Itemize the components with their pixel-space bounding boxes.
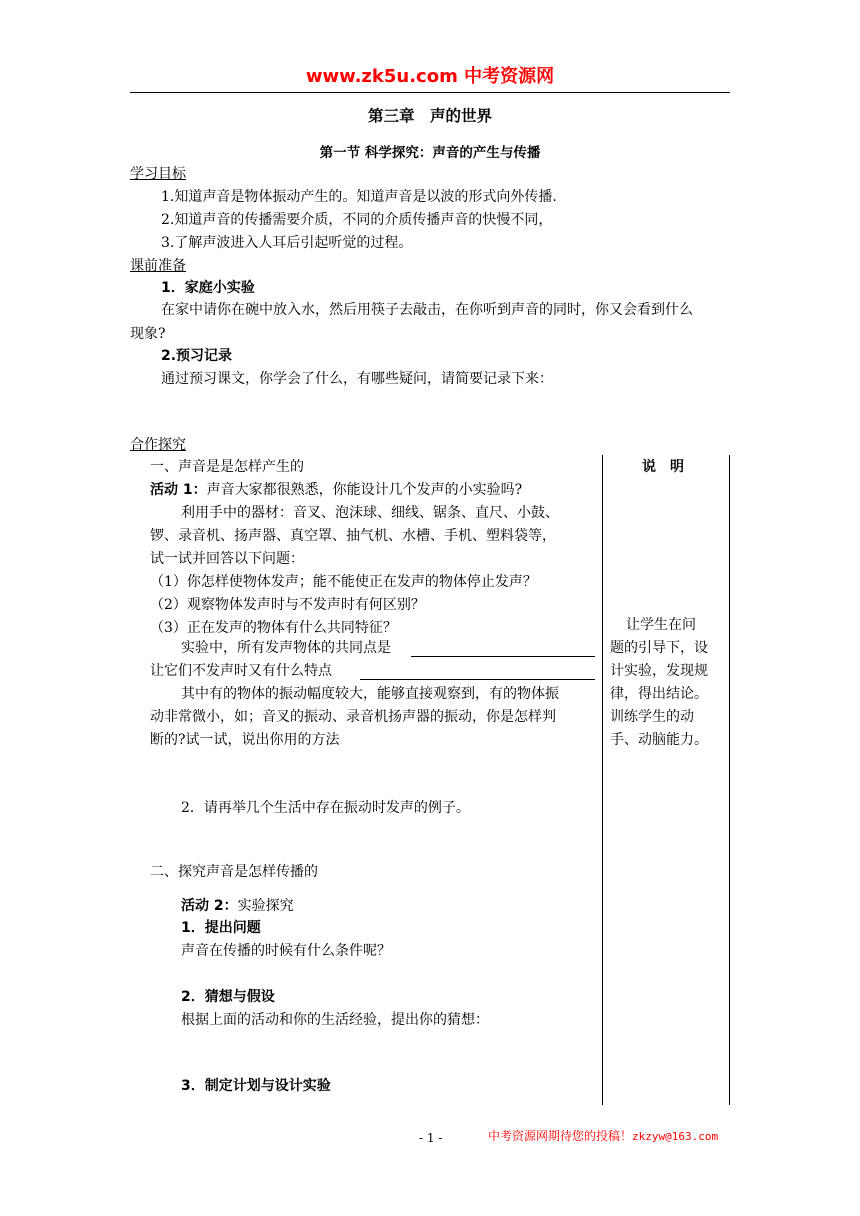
step3-title: 3．制定计划与设计实验 (181, 1078, 331, 1094)
fill-in-prompt-2: 让它们不发声时又有什么特点 (150, 663, 332, 679)
side-note-line-3: 计实验，发现规 (610, 663, 708, 679)
activity1-line (150, 482, 522, 499)
footer-note (488, 1129, 718, 1143)
preview-record-title: 2.预习记录 (161, 348, 233, 364)
fill-in-prompt-1: 实验中，所有发声物体的共同点是 (181, 640, 391, 656)
footer-note-text: 中考资源网期待您的投稿！ (488, 1129, 633, 1143)
prep-heading: 课前准备 (130, 258, 186, 274)
section-title: 第一节 科学探究：声音的产生与传播 (319, 145, 541, 161)
paragraph-line-1: 其中有的物体的振动幅度较大，能够直接观察到，有的物体振 (181, 686, 559, 702)
materials-line-3: 试一试并回答以下问题： (150, 551, 304, 567)
activity2-line (181, 898, 294, 915)
page-number: - 1 - (419, 1131, 443, 1145)
activity2-label: 活动 2： (181, 898, 238, 914)
note-column-header: 说 明 (642, 459, 684, 475)
step2-text: 根据上面的活动和你的生活经验，提出你的猜想： (181, 1012, 489, 1028)
step1-text: 声音在传播的时候有什么条件呢？ (181, 943, 391, 959)
fill-in-blank-2[interactable] (360, 679, 595, 680)
goal-item-1: 1.知道声音是物体振动产生的。知道声音是以波的形式向外传播. (161, 189, 557, 205)
question-3: （3）正在发声的物体有什么共同特征？ (150, 620, 397, 636)
side-note-line-6: 手、动脑能力。 (610, 732, 708, 748)
preview-record-text: 通过预习课文，你学会了什么，有哪些疑问，请简要记录下来： (161, 371, 553, 387)
question-2: （2）观察物体发声时与不发声时有何区别？ (150, 597, 425, 613)
side-note-line-1: 让学生在问 (626, 617, 696, 633)
table-divider-right (729, 455, 730, 1105)
paragraph-line-2: 动非常微小，如；音叉的振动、录音机扬声器的振动，你是怎样判 (150, 709, 556, 725)
activity1-label: 活动 1： (150, 482, 207, 498)
coop-heading: 合作探究 (130, 437, 186, 453)
side-note-line-4: 律，得出结论。 (610, 686, 708, 702)
example-question: 2．请再举几个生活中存在振动时发声的例子。 (181, 800, 470, 816)
fill-in-blank-1[interactable] (411, 656, 595, 657)
part1-title: 一、声音是是怎样产生的 (150, 459, 304, 475)
paragraph-line-3: 断的?试一试，说出你用的方法 (150, 732, 340, 748)
chapter-title: 第三章 声的世界 (367, 107, 492, 125)
table-divider-middle (602, 455, 603, 1105)
footer-email: zkzyw@163.com (632, 1130, 719, 1143)
step2-title: 2．猜想与假设 (181, 989, 275, 1005)
site-header: www.zk5u.com 中考资源网 (305, 66, 555, 87)
header-rule (130, 92, 730, 93)
side-note-line-5: 训练学生的动 (610, 709, 694, 725)
part2-title: 二、探究声音是怎样传播的 (150, 864, 318, 880)
activity2-text: 实验探究 (237, 898, 294, 914)
goal-item-3: 3.了解声波进入人耳后引起听觉的过程。 (161, 235, 413, 251)
home-experiment-text: 在家中请你在碗中放入水，然后用筷子去敲击，在你听到声音的同时，你又会看到什么 (161, 302, 693, 318)
goals-heading: 学习目标 (130, 166, 186, 182)
activity1-text: 声音大家都很熟悉，你能设计几个发声的小实验吗? (206, 482, 523, 498)
home-experiment-title: 1．家庭小实验 (161, 280, 255, 296)
materials-line-2: 锣、录音机、扬声器、真空罩、抽气机、水槽、手机、塑料袋等， (150, 528, 556, 544)
goal-item-2: 2.知道声音的传播需要介质，不同的介质传播声音的快慢不同， (161, 212, 553, 228)
question-1: （1）你怎样使物体发声；能不能使正在发声的物体停止发声？ (150, 574, 537, 590)
materials-line-1: 利用手中的器材：音叉、泡沫球、细线、锯条、直尺、小鼓、 (181, 505, 559, 521)
step1-title: 1．提出问题 (181, 920, 261, 936)
home-experiment-text-cont: 现象? (130, 326, 166, 342)
side-note-line-2: 题的引导下，设 (610, 640, 708, 656)
